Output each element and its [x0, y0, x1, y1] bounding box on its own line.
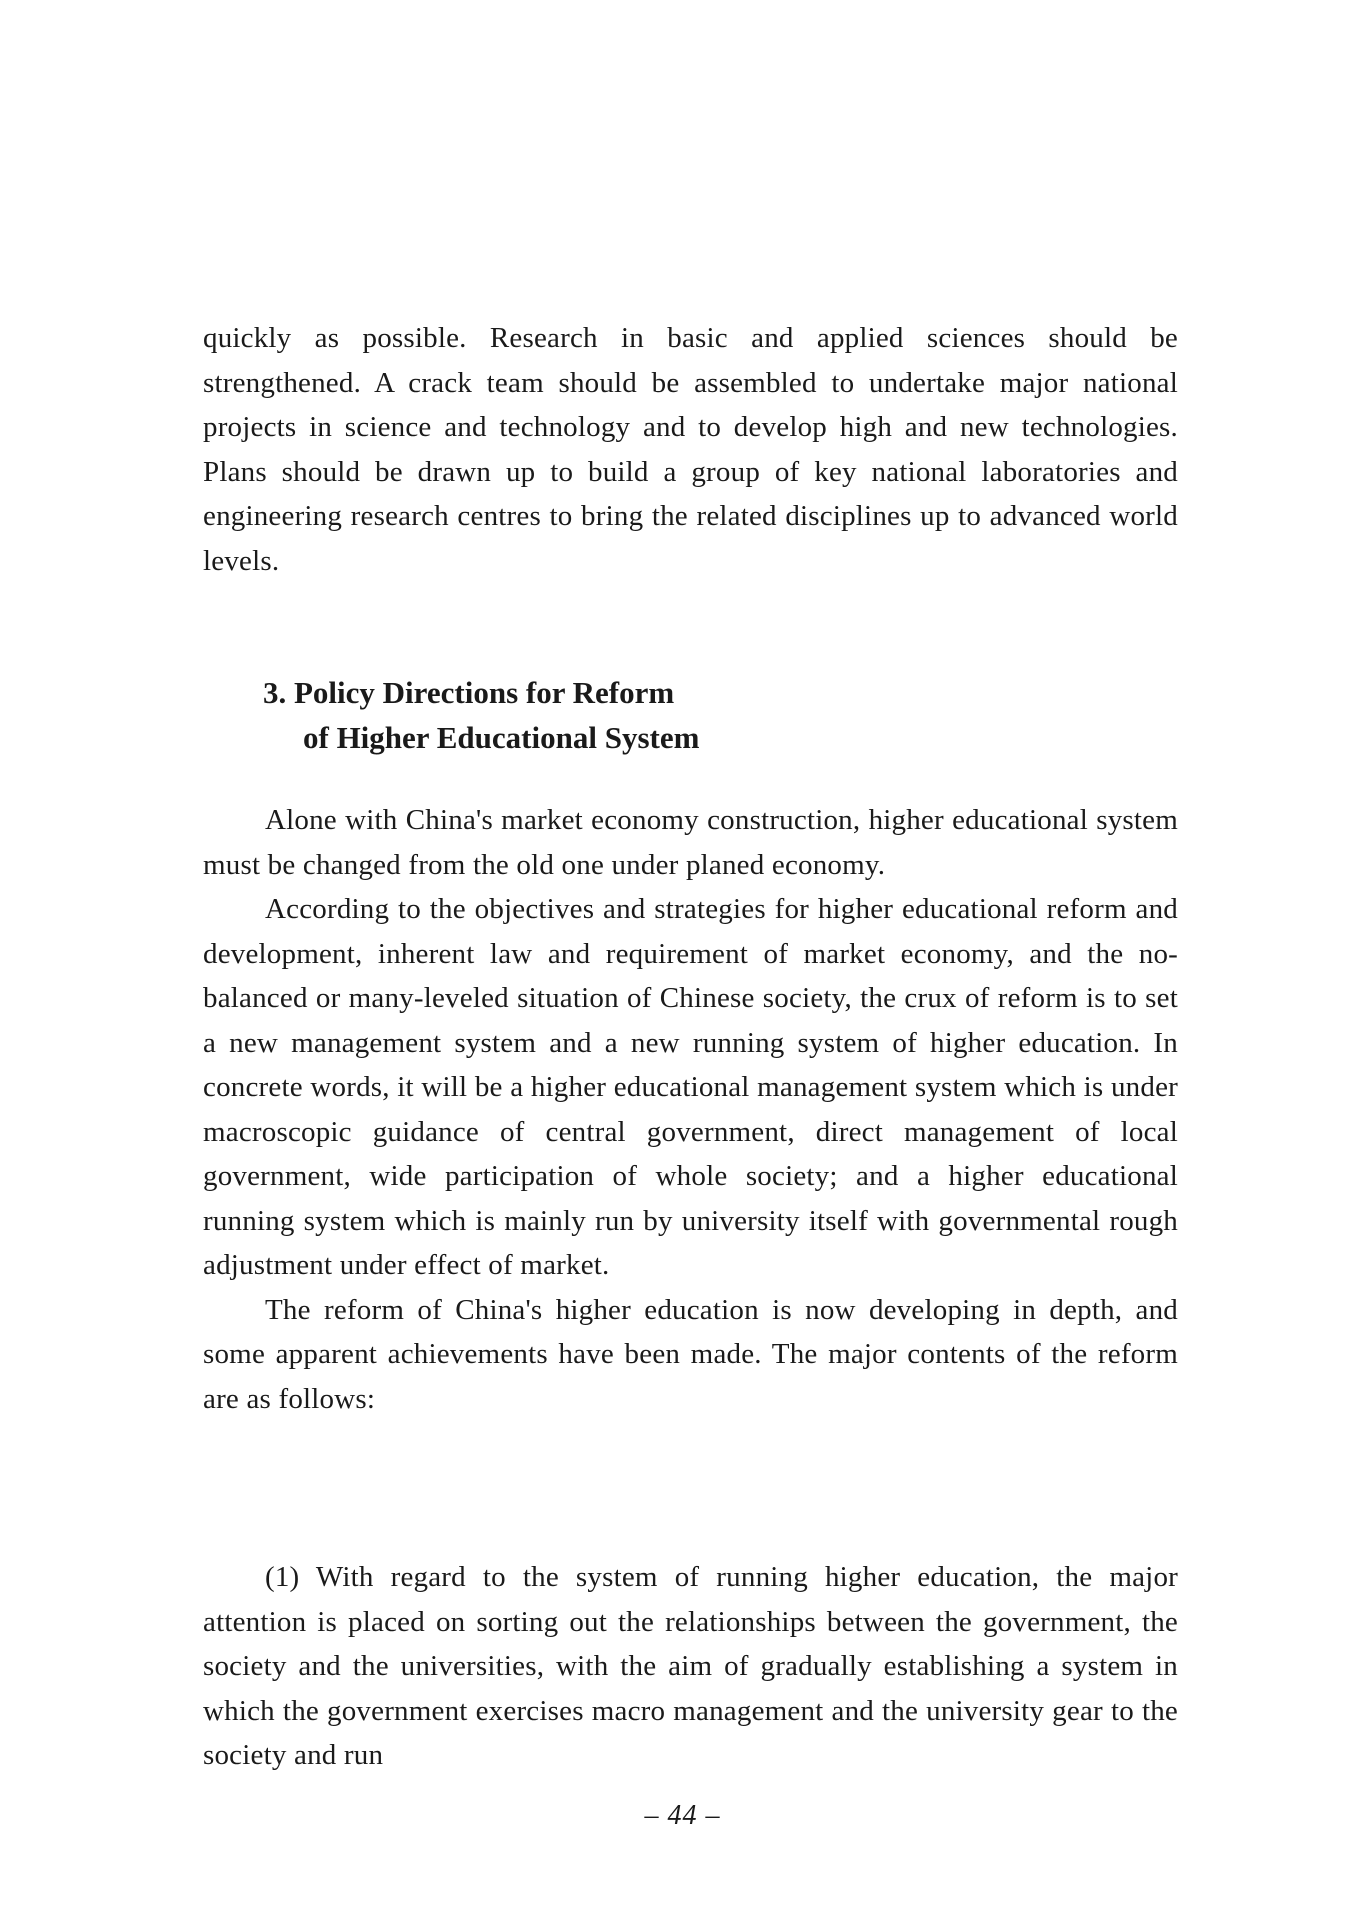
section-body [203, 798, 1178, 1421]
continuation-paragraph [203, 316, 1178, 583]
paragraph-text: Alone with China's market economy construction, higher educational system must be changed from the old one under planed economy. [203, 804, 1178, 881]
section-heading [263, 670, 1063, 760]
page-number: – 44 – [644, 1800, 721, 1831]
paragraph-text: According to the objectives and strategies for higher educational reform and development, inherent law and requirement of market economy, and the no-balanced or many-leveled situation of Chinese society, the crux of reform is to set a new management system and a new running system of higher education. In concrete words, it will be a higher educational management system which is under macroscopic guidance of central government, direct management of local government, wide participation of whole society; and a higher educational running system which is mainly run by university itself with governmental rough adjustment under effect of market. [203, 893, 1178, 1281]
section-heading-line-1: 3. Policy Directions for Reform [263, 675, 675, 710]
paragraph-text: quickly as possible. Research in basic and applied sciences should be strengthened. A crack team should be assembled to undertake major national projects in science and technology and to develop high and new technologies. Plans should be drawn up to build a group of key national laboratories and engineering research centres to bring the related disciplines up to advanced world levels. [203, 322, 1178, 577]
paragraph-text: The reform of China's higher education is now developing in depth, and some apparent achievements have been made. The major contents of the reform are as follows: [203, 1293, 1178, 1415]
list-item [203, 1555, 1178, 1778]
section-heading-line-2: of Higher Educational System [303, 720, 700, 755]
list-item-text: (1) With regard to the system of running higher education, the major attention is placed on sorting out the relationships between the government, the society and the universities, with the aim of gradually establishing a system in which the government exercises macro management and the university gear to the society and run [203, 1561, 1178, 1771]
